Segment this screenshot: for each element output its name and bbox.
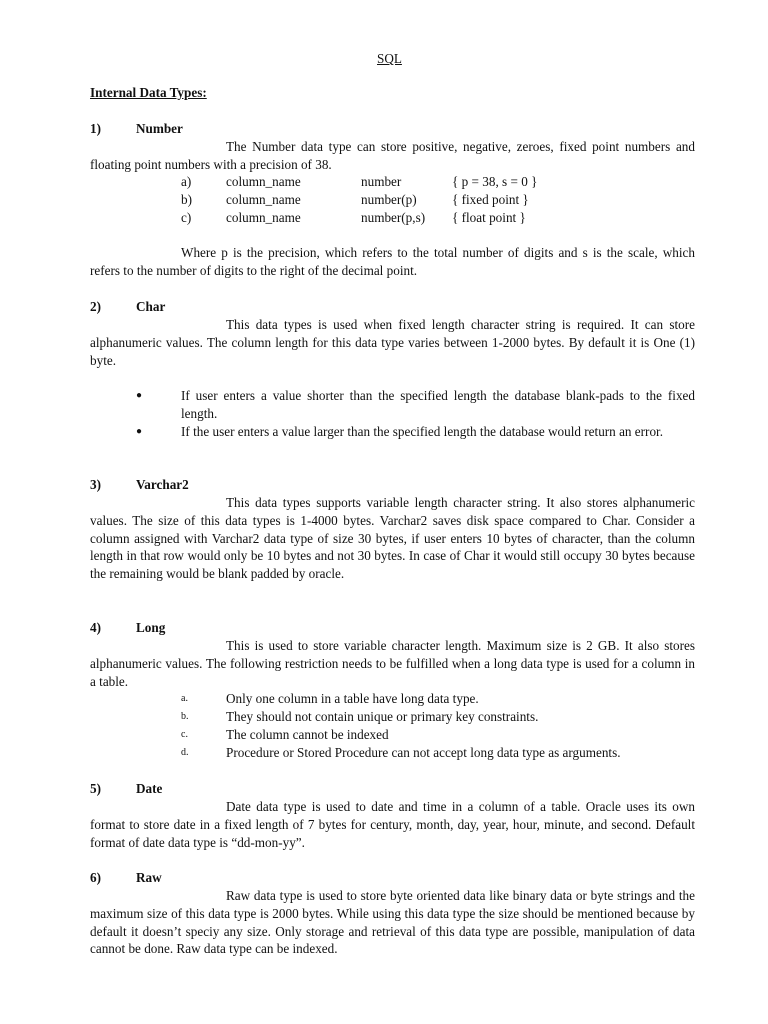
bullet-icon: ● [136, 426, 143, 437]
syntax-marker: a) [181, 174, 192, 189]
char-bullet-text: If the user enters a value larger than the specified length the database would return an error. [181, 424, 663, 439]
long-description [90, 637, 695, 690]
item-number-index: 1) [90, 121, 101, 136]
item-char-title: Char [136, 299, 166, 314]
long-restriction: Procedure or Stored Procedure can not accept long data type as arguments. [226, 745, 621, 760]
date-description [90, 798, 695, 851]
syntax-note: { float point } [452, 210, 526, 225]
number-where [90, 244, 695, 280]
number-description [90, 138, 695, 174]
list-marker: d. [181, 747, 189, 758]
item-raw-index: 6) [90, 870, 101, 885]
raw-description [90, 887, 695, 958]
syntax-type: number(p,s) [361, 210, 426, 225]
syntax-column: column_name [226, 192, 301, 207]
varchar2-description [90, 494, 695, 583]
item-long-title: Long [136, 620, 166, 635]
long-restriction: They should not contain unique or primary key constraints. [226, 709, 539, 724]
item-date-title: Date [136, 781, 163, 796]
page-title: SQL [377, 51, 402, 66]
item-raw-title: Raw [136, 870, 162, 885]
item-date-index: 5) [90, 781, 101, 796]
item-number-title: Number [136, 121, 183, 136]
list-marker: b. [181, 711, 189, 722]
long-restriction: The column cannot be indexed [226, 727, 389, 742]
char-bullet-text: If user enters a value shorter than the specified length the database blank-pads to the fixed length. [181, 388, 695, 421]
char-description [90, 316, 695, 369]
item-char-index: 2) [90, 299, 101, 314]
date-desc-text: Date data type is used to date and time in a column of a table. Oracle uses its own format to store date in a fixed length of 7 bytes for century, month, day, year, hour, minute, and second. Default format of date data type is “dd-mon-yy”. [90, 799, 695, 850]
long-desc-text: This is used to store variable character length. Maximum size is 2 GB. It also stores alphanumeric values. The following restriction needs to be fulfilled when a long data type is used for a column in a table. [90, 638, 695, 689]
item-long-index: 4) [90, 620, 101, 635]
item-varchar2-title: Varchar2 [136, 477, 189, 492]
syntax-note: { p = 38, s = 0 } [452, 174, 538, 189]
varchar2-desc-text: This data types supports variable length character string. It also stores alphanumeric values. The size of this data types is 1-4000 bytes. Varchar2 saves disk space compared to Char. Consider a column assigned with Varchar2 data type of size 30 bytes, if user enters 10 bytes of character, than the column length in that row would only be 10 bytes and not 30 bytes. In case of Char it would still occupy 30 bytes because the remaining would be blank padded by oracle. [90, 495, 695, 582]
char-desc-text: This data types is used when fixed length character string is required. It can store alphanumeric values. The column length for this data type varies between 1-2000 bytes. By default it is One (1) byte. [90, 317, 695, 368]
syntax-type: number(p) [361, 192, 417, 207]
syntax-marker: b) [181, 192, 192, 207]
syntax-marker: c) [181, 210, 192, 225]
section-heading: Internal Data Types: [90, 85, 207, 100]
number-where-text: Where p is the precision, which refers to the total number of digits and s is the scale, which refers to the number of digits to the right of the decimal point. [90, 245, 695, 278]
syntax-type: number [361, 174, 402, 189]
syntax-column: column_name [226, 210, 301, 225]
syntax-column: column_name [226, 174, 301, 189]
bullet-icon: ● [136, 390, 143, 401]
number-desc-text: The Number data type can store positive, negative, zeroes, fixed point numbers and floating point numbers with a precision of 38. [90, 139, 695, 172]
list-marker: c. [181, 729, 188, 740]
syntax-note: { fixed point } [452, 192, 529, 207]
raw-desc-text: Raw data type is used to store byte oriented data like binary data or byte strings and the maximum size of this data type is 2000 bytes. While using this data type the size should be mentioned because by default it doesn’t speciy any size. Only storage and retrieval of this data type are possible, manipulation of data cannot be done. Raw data type can be indexed. [90, 888, 695, 957]
list-marker: a. [181, 693, 188, 704]
item-varchar2-index: 3) [90, 477, 101, 492]
long-restriction: Only one column in a table have long data type. [226, 691, 479, 706]
